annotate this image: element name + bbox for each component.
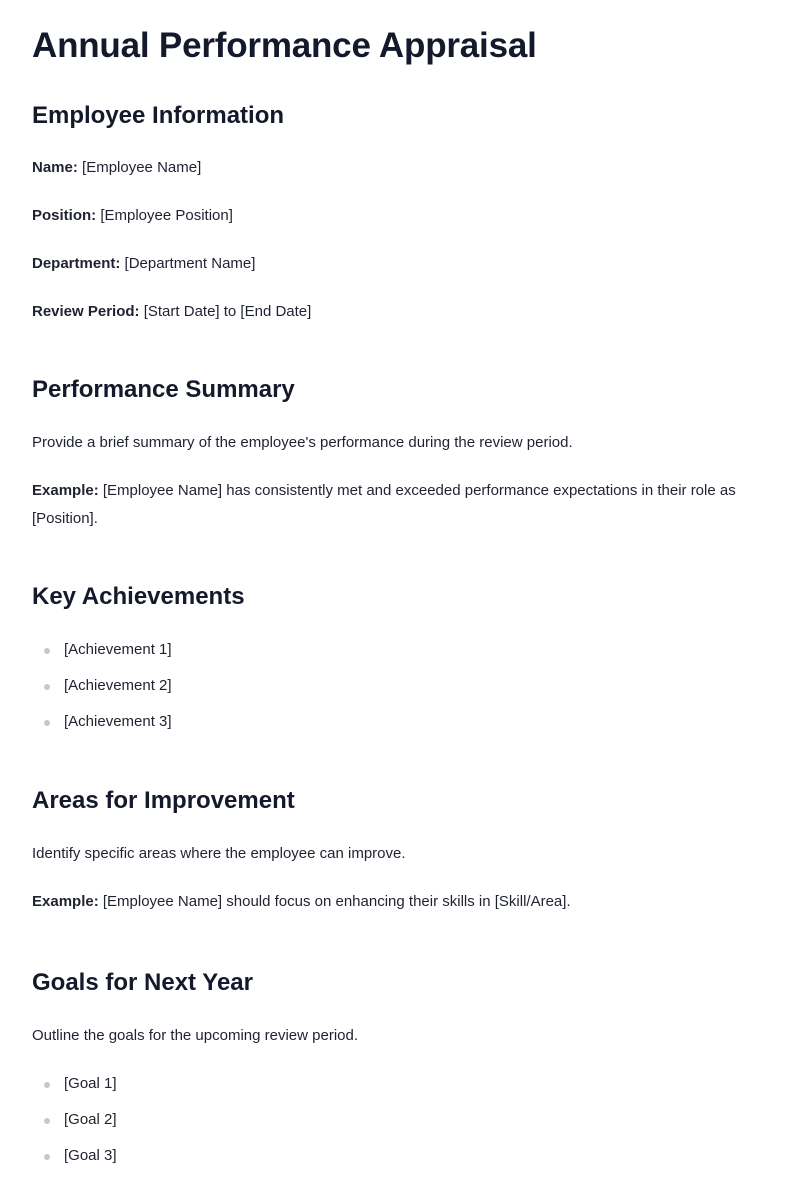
areas-for-improvement-section [32, 786, 768, 916]
goals-list [32, 1072, 768, 1168]
performance-summary-example [32, 477, 768, 533]
performance-summary-example-label: Example: [32, 482, 99, 499]
key-achievements-heading: Key Achievements [32, 583, 245, 610]
performance-summary-example-text: [Employee Name] has consistently met and exceeded performance expectations in their role as [Position]. [32, 482, 736, 527]
review-period-field [32, 298, 768, 326]
goals-section [32, 968, 768, 1168]
page-title: Annual Performance Appraisal [32, 26, 537, 65]
key-achievements-section [32, 582, 768, 734]
employee-position-field [32, 202, 768, 230]
employee-position-value: [Employee Position] [100, 207, 233, 224]
areas-for-improvement-example-text: [Employee Name] should focus on enhancing their skills in [Skill/Area]. [102, 893, 571, 910]
performance-summary-section [32, 375, 768, 533]
employee-department-label: Department: [32, 255, 121, 272]
areas-for-improvement-example-label: Example: [32, 893, 99, 910]
list-item: [Goal 2] [32, 1108, 768, 1132]
performance-summary-heading: Performance Summary [32, 376, 295, 403]
areas-for-improvement-example [32, 888, 768, 916]
employee-name-label: Name: [32, 159, 78, 176]
key-achievements-list [32, 638, 768, 734]
list-item: [Achievement 2] [32, 674, 768, 698]
review-period-label: Review Period: [32, 303, 140, 320]
list-item: [Goal 1] [32, 1072, 768, 1096]
employee-department-field [32, 250, 768, 278]
list-item: [Achievement 3] [32, 710, 768, 734]
employee-information-heading: Employee Information [32, 102, 285, 129]
employee-information-section [32, 101, 768, 326]
employee-department-value: [Department Name] [124, 255, 256, 272]
list-item: [Goal 3] [32, 1144, 768, 1168]
goals-heading: Goals for Next Year [32, 969, 253, 996]
performance-summary-description: Provide a brief summary of the employee's performance during the review period. [32, 434, 573, 451]
employee-name-value: [Employee Name] [82, 159, 202, 176]
employee-name-field [32, 154, 768, 182]
employee-position-label: Position: [32, 207, 97, 224]
list-item: [Achievement 1] [32, 638, 768, 662]
areas-for-improvement-heading: Areas for Improvement [32, 787, 295, 814]
goals-description: Outline the goals for the upcoming review period. [32, 1027, 359, 1044]
review-period-value: [Start Date] to [End Date] [143, 303, 312, 320]
areas-for-improvement-description: Identify specific areas where the employee can improve. [32, 845, 406, 862]
